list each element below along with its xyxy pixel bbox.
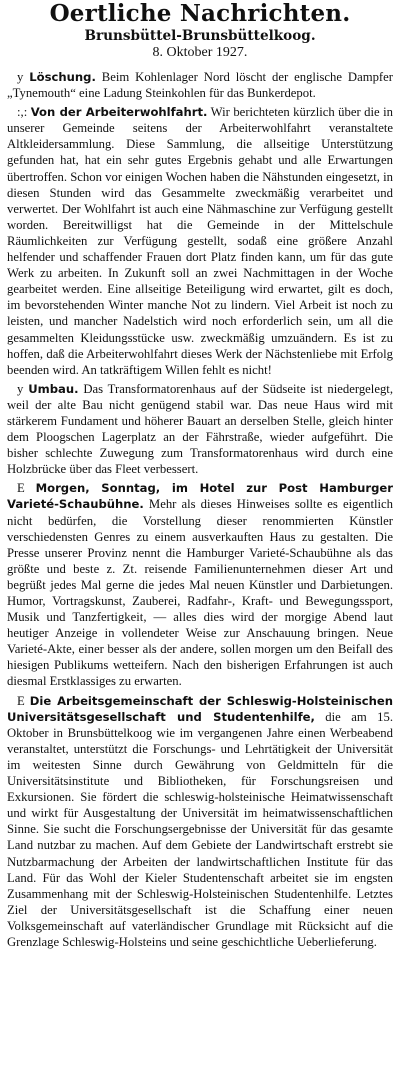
article-headline: Löschung. [29,70,96,84]
article-marker: E [17,693,25,708]
article-marker: y [17,381,24,396]
article-marker: :,: [17,105,28,120]
article-universitaetsgesellschaft [7,693,393,951]
article-loeschung [7,69,393,101]
article-headline: Die Arbeitsgemeinschaft der Schleswig-Holsteinischen Universitätsgesellschaft und Studentenhilfe, [7,693,394,724]
issue-date: 8. Oktober 1927. [152,45,248,60]
section-subtitle: Brunsbüttel-Brunsbüttelkoog. [84,28,316,44]
article-arbeiterwohlfahrt [7,104,393,378]
article-body: Mehr als dieses Hinweises sollte es eigentlich nicht bedürfen, die Vorstellung dieser renommierten Künstler verschiedensten Genres zu einem ausverkauften Haus zu gestalten. Die Presse unserer Provinz nennt die Hamburger Varieté-Schaubühne als das größte und beste z. Zt. reisende Familienunternehmen dieser Art und begrüßt jedes Mal gerne die jedes Mal neuen Künstler und Darbietungen. Humor, Vortragskunst, Zauberei, Radfahr-, Kraft- und Bewegungssport, Musik und Tanzfertigkeit, — alles dies wird der morgige Abend laut heutiger Anzeige in vollendeter Weise zur Anschauung bringen. Neue Varieté-Akte, einer besser als der andere, sollen morgen um den Beifall des hiesigen Publikums wetteifern. Nach den bisherigen Erfahrungen ist auch diesmal Erstklassiges zu erwarten. [7,497,393,689]
article-headline: Umbau. [28,381,79,396]
article-marker: E [17,481,25,496]
article-headline: Morgen, Sonntag, im Hotel zur Post Hamburger Varieté-Schaubühne. [7,481,394,512]
section-title: Oertliche Nachrichten. [49,0,351,27]
article-body: Beim Kohlenlager Nord löscht der englische Dampfer „Tynemouth“ eine Ladung Steinkohlen für das Bunkerdepot. [7,70,394,101]
article-headline: Von der Arbeiterwohlfahrt. [30,105,208,120]
masthead [7,0,393,61]
article-body: Das Transformatorenhaus auf der Südseite ist niedergelegt, weil der alte Bau nicht genügend stabil war. Das neue Haus wird mit stärkerem Fundament und höherer Bauart an derselben Stelle, gleich hinter dem Ploogschen Lagerplatz an der Fährstraße, wieder aufgeführt. Die bisher schlechte Zuwegung zum Transformatorenhaus wird durch eine Holzbrücke über das Fleet verbessert. [7,381,394,477]
article-variete-schaubuehne [7,480,393,689]
article-umbau [7,381,393,478]
article-body: die am 15. Oktober in Brunsbüttelkoog wie im vergangenen Jahre einen Werbeabend veranstaltet, unterstützt die Forschungs- und Lehrtätigkeit der Universität im weitesten Sinne durch Gewährung von Geldmitteln für die Universitätsinstitute und Bibliotheken, für Forschungsreisen und Exkursionen. Sie fördert die schleswig-holsteinische Heimatwissenschaft und wirkt für Ausgestaltung der Universität im heimatwissenschaftlichen Sinne. Sie sucht die Forschungsergebnisse der Universität für das gesamte Land nutzbar zu machen. Auf dem Gebiete der Landwirtschaft erstrebt sie Nutzbarmachung der Arbeiten der landwirtschaftlichen Institute für das Land. Für das Wohl der Kieler Studentenschaft arbeitet sie im engsten Zusammenhang mit der Schleswig-Holsteinischen Studentenhilfe. Letztes Ziel der Universitätsgesellschaft ist die Schaffung einer neuen Volksgemeinschaft auf vaterländischer Grundlage mit Rücksicht auf die Grenzlage Schleswig-Holsteins und seine geschichtliche Ueberlieferung. [7,709,393,949]
article-marker: y [17,70,24,84]
article-body: Wir berichteten kürzlich über die in unserer Gemeinde seitens der Arbeiterwohlfahrt veranstaltete Altkleidersammlung. Diese Sammlung, die allseitige Unterstützung gefunden hat, hat ein sehr gutes Ergebnis gehabt und alle Erwartungen übertroffen. Schon vor einigen Wochen haben die Nähstunden eingesetzt, in diesen Stunden wird das Gesammelte zweckmäßig verarbeitet und verwertet. Der Wohlfahrt ist auch eine Nähmaschine zur Verfügung gestellt worden. Bereitwilligst hat die Gemeinde in der Mittelschule Räumlichkeiten zur Verfügung gestellt, sodaß eine größere Anzahl helfender und schaffender Frauen dort Platz finden kann, um für das gute Werk zu arbeiten. In Zukunft soll an zwei Nachmittagen in der Woche gearbeitet werden. Eine allseitige Beteiligung wird erwartet, gilt es doch, im bevorstehenden Winter manche Not zu lindern. Viel Arbeit ist noch zu leisten, und mancher Nadelstich wird noch erforderlich sein, um all die gesammelten Kleidungsstücke usw. zweckmäßig umzuändern. Es ist zu hoffen, daß die Arbeiterwohlfahrt dieses Werk der Nächstenliebe mit Erfolg beenden wird. An tatkräftigem Willen fehlt es nicht! [7,105,394,377]
